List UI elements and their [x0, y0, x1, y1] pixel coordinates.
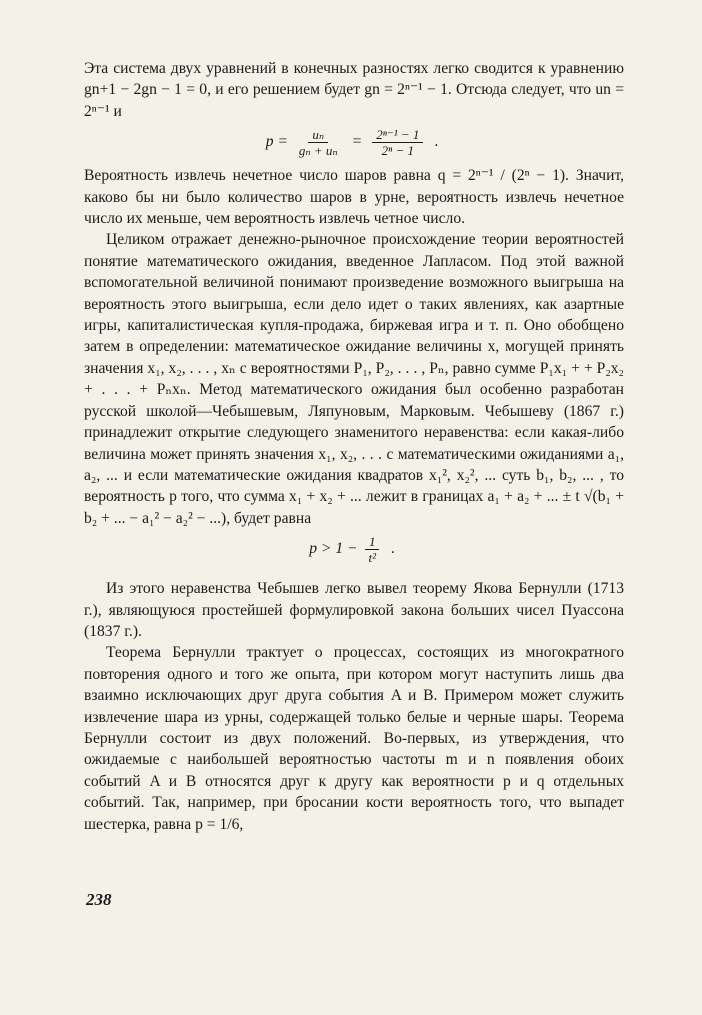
equals-sign: =	[352, 133, 362, 151]
inequality-numerator: 1	[365, 535, 380, 550]
paragraph-1: Эта система двух уравнений в конечных разностях легко сводится к уравнению gn+1 − 2gn − 1 = 0, и его решением будет gn = 2ⁿ⁻¹ − 1. Отсюда следует, что un = 2ⁿ⁻¹ и	[84, 60, 624, 120]
fraction-1-numerator: uₙ	[308, 128, 328, 143]
inequality-period: .	[390, 540, 395, 558]
inequality-fraction	[364, 535, 380, 564]
formula-inequality	[84, 535, 624, 564]
paragraph-4: Из этого неравенства Чебышев легко вывел теорему Якова Бернулли (1713 г.), являющуюся простейшей формулировкой закона больших чисел Пуассона (1837 г.).	[84, 580, 624, 640]
paragraph-2: Вероятность извлечь нечетное число шаров равна q = 2ⁿ⁻¹ / (2ⁿ − 1). Значит, каково бы ни было количество шаров в урне, вероятность извлечь нечетное число их меньше, чем вероятность извлечь четное число.	[84, 167, 624, 228]
inequality-denominator: t²	[368, 550, 376, 566]
page-number: 238	[86, 890, 112, 909]
fraction-2-denominator: 2ⁿ − 1	[381, 143, 415, 159]
paragraph-3: Целиком отражает денежно-рыночное происхождение теории вероятностей понятие математического ожидания, введенное Лапласом. Под этой важной вспомогательной величиной понимают произведение возможного выигрыша на вероятность этого выигрыша, если дело идет о таких явлениях, как азартные игры, капиталистическая купля-продажа, биржевая игра и т. п. Оно обобщено затем в определении: математическое ожидание величины x, могущей принять значения x₁, x₂, . . . , xₙ с вероятностями P₁, P₂, . . . , Pₙ, равно сумме P₁x₁ + + P₂x₂ + . . . + Pₙxₙ. Метод математического ожидания был особенно разработан русской школой—Чебышевым, Ляпуновым, Марковым. Чебышеву (1867 г.) принадлежит открытие следующего знаменитого неравенства: если какая-либо величина может принять значения x₁, x₂, . . . с математическими ожиданиями a₁, a₂, ... и если математические ожидания квадратов x₁², x₂², ... суть b₁, b₂, ... , то вероятность p того, что сумма x₁ + x₂ + ... лежит в границах a₁ + a₂ + ... ± t √(b₁ + b₂ + ... − a₁² − a₂² − ...), будет равна	[84, 231, 624, 527]
formula-p-lhs: p =	[265, 133, 288, 151]
paragraph-5: Теорема Бернулли трактует о процессах, состоящих из многократного повторения одного и того же опыта, при котором могут наступить лишь два взаимно исключающих друг друга события A и B. Примером может служить извлечение шара из урны, содержащей только белые и черные шары. Теорема Бернулли состоит из двух положений. Во-первых, из утверждения, что ожидаемые с наибольшей вероятностью частоты m и n появления обоих событий A и B относятся друг к другу как вероятности p и q отдельных событий. Так, например, при бросании кости вероятность того, что выпадет шестерка, равна p = 1/6,	[84, 644, 624, 833]
formula-p	[84, 128, 624, 157]
fraction-2	[372, 128, 423, 157]
formula-period: .	[434, 133, 439, 151]
fraction-2-numerator: 2ⁿ⁻¹ − 1	[372, 128, 423, 143]
body-text	[84, 58, 624, 835]
fraction-1	[295, 128, 342, 157]
inequality-text: p > 1 −	[309, 540, 358, 558]
fraction-1-denominator: gₙ + uₙ	[298, 143, 338, 159]
